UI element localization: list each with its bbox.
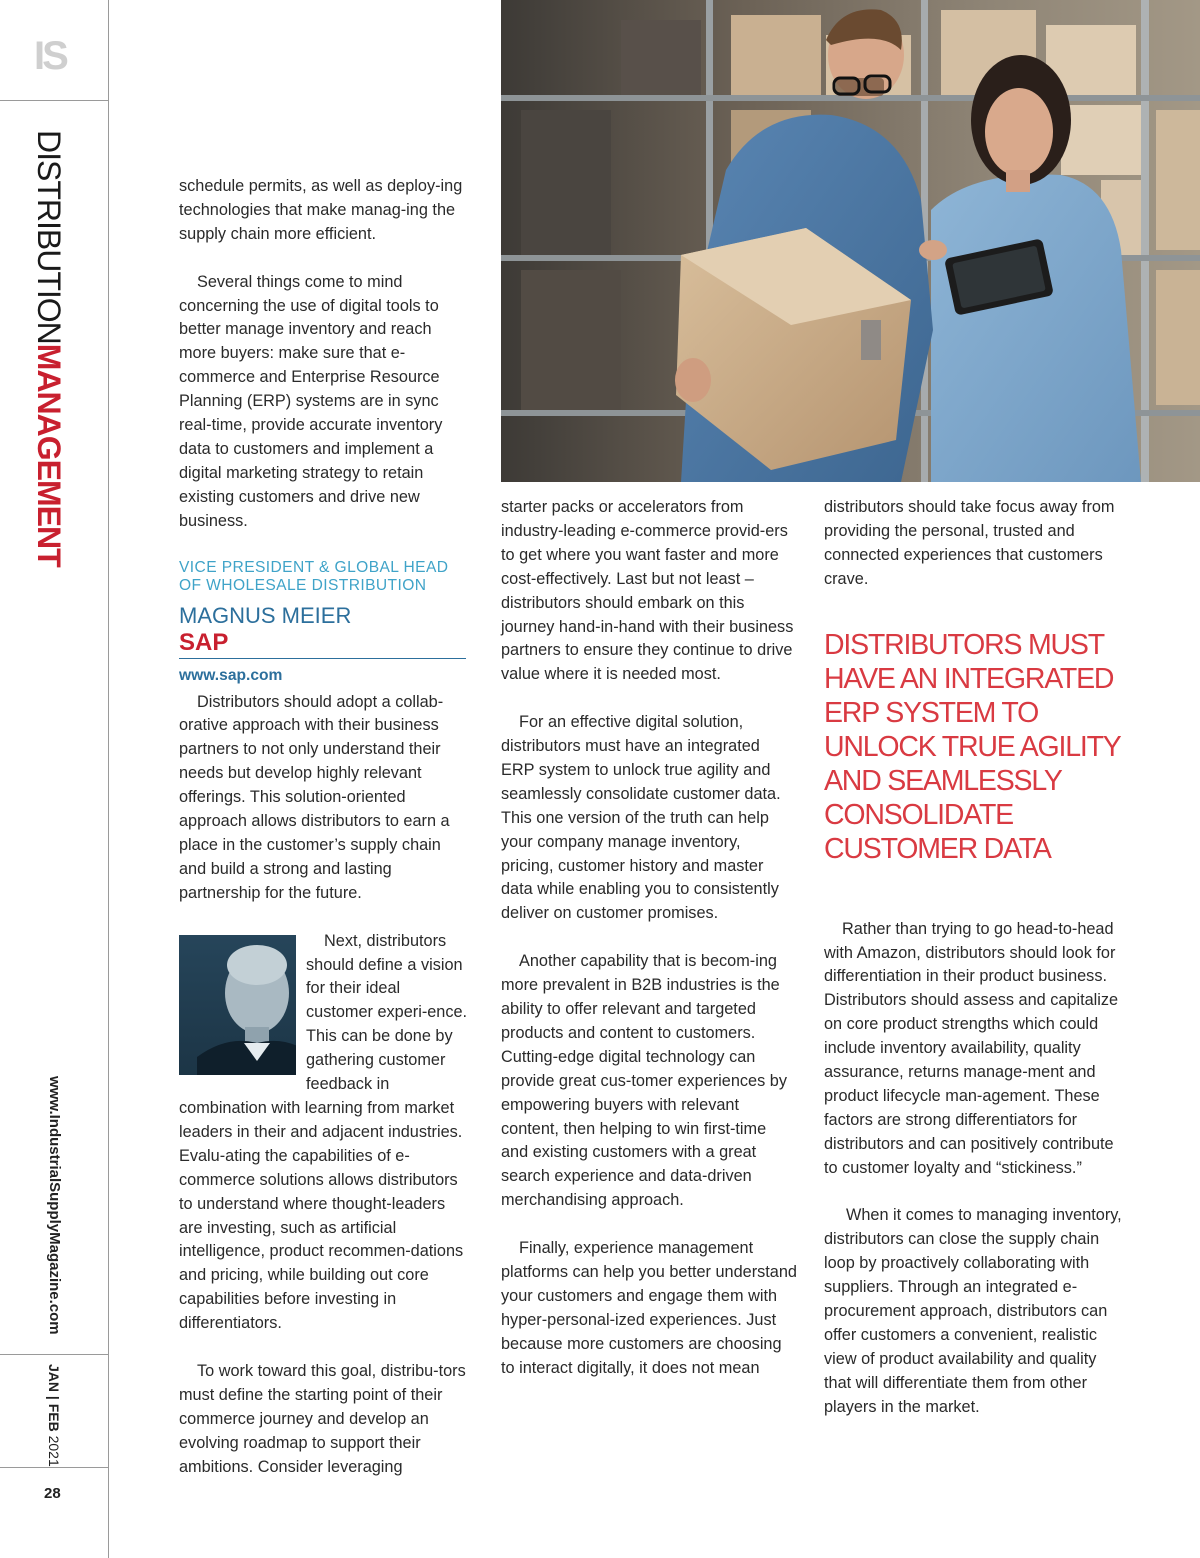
body-paragraph: For an effective digital solution, distributors must have an integrated ERP system to unlock true agility and seamlessly consolidate customer data. This one version of the truth can help your company manage inventory, pricing, customer history and master data while enabling you to consistently deliver on customer promises.	[501, 713, 781, 923]
pull-quote: DISTRIBUTORS MUST HAVE AN INTEGRATED ERP SYSTEM TO UNLOCK TRUE AGILITY AND SEAMLESSLY CONSOLIDATE CUSTOMER DATA	[824, 628, 1121, 865]
section-title-bold: MANAGEMENT	[31, 343, 67, 567]
column-1	[179, 175, 471, 1479]
warehouse-illustration	[501, 0, 1200, 482]
body-paragraph: Several things come to mind concerning the use of digital tools to better manage inventory and reach more buyers: make sure that e-commerce and Enterprise Resource Planning (ERP) systems are in sync real-time, provide accurate inventory data to customers and implement a digital marketing strategy to retain existing customers and drive new business.	[179, 272, 443, 530]
byline-divider	[179, 658, 466, 659]
body-paragraph: Distributors should adopt a collab-orative approach with their business partners to not only understand their needs but develop highly relevant offerings. This solution-oriented approach allows distributors to earn a place in the customer’s supply chain and build a strong and lasting partnership for the future.	[179, 692, 450, 902]
section-title-light: DISTRIBUTION	[31, 130, 67, 344]
body-paragraph	[179, 930, 471, 1336]
body-paragraph: Finally, experience management platforms can help you better understand your customers and engage them with hyper-personal-ized experiences. Just because more customers are choosing to interact digitally, it does not mean	[501, 1239, 797, 1377]
company-website-link[interactable]: www.sap.com	[179, 666, 283, 684]
rail-divider	[0, 100, 108, 101]
left-rail	[0, 0, 109, 1558]
issue-year: 2021	[46, 1435, 62, 1467]
body-paragraph: schedule permits, as well as deploy-ing technologies that make manag-ing the supply chain more efficient.	[179, 177, 463, 243]
body-paragraph: starter packs or accelerators from industry-leading e-commerce provid-ers to get where you want faster and more cost-effectively. Last but not least – distributors should embark on this journey hand-in-hand with their business partners to ensure they continue to drive value where it is needed most.	[501, 498, 794, 684]
body-paragraph: distributors should take focus away from providing the personal, trusted and connected experiences that customers crave.	[824, 498, 1115, 588]
magazine-url: www.IndustrialSupplyMagazine.com	[46, 1076, 63, 1335]
company-name: SAP	[179, 628, 229, 656]
body-paragraph: Rather than trying to go head-to-head with Amazon, distributors should look for differentiation in their product business. Distributors should assess and capitalize on core product strengths which could include inventory availability, quality assurance, returns manage-ment and product lifecycle man-agement. These factors are strong differentiators for distributors and can positively contribute to customer loyalty and “stickiness.”	[824, 919, 1119, 1177]
rail-divider	[0, 1354, 108, 1355]
issue-months: JAN | FEB	[46, 1364, 62, 1432]
column-3	[824, 496, 1124, 1420]
hero-photo	[501, 0, 1200, 482]
page-number: 28	[44, 1485, 61, 1502]
body-paragraph-text: Next, distributors should define a vision for their ideal customer experi-ence. This can be done by gathering customer feedback in combination with learning from market leaders in their and adjacent industries. Evalu-ating the capabilities of e-commerce solutions allows distributors to understand where thought-leaders are investing, such as artificial intelligence, product recommen-dations and pricing, while building out core capabilities before investing in differentiators.	[179, 931, 468, 1333]
rail-divider	[0, 1467, 108, 1468]
body-paragraph: When it comes to managing inventory, distributors can close the supply chain loop by proactively collaborating with suppliers. Through an integrated e-procurement approach, distributors can offer customers a convenient, realistic view of product availability and quality that will differentiate them from other players in the market.	[824, 1206, 1122, 1416]
body-paragraph: Another capability that is becom-ing more prevalent in B2B industries is the ability to offer relevant and targeted products and content to customers. Cutting-edge digital technology can provide great cus-tomer experiences by empowering buyers with relevant content, then helping to win first-time and existing customers with a great search experience and data-driven merchandising approach.	[501, 952, 787, 1210]
person-headshot-icon	[197, 935, 296, 1075]
magazine-logo: IS	[34, 34, 66, 78]
author-name: MAGNUS MEIER	[179, 602, 352, 628]
column-2	[501, 496, 797, 1380]
issue-date	[46, 1364, 62, 1467]
body-paragraph: To work toward this goal, distribu-tors must define the starting point of their commerce journey and develop an evolving roadmap to support their ambitions. Consider leveraging	[179, 1361, 466, 1476]
author-role: VICE PRESIDENT & GLOBAL HEAD OF WHOLESALE DISTRIBUTION	[179, 558, 449, 594]
section-title	[30, 130, 67, 567]
author-portrait	[179, 935, 296, 1075]
